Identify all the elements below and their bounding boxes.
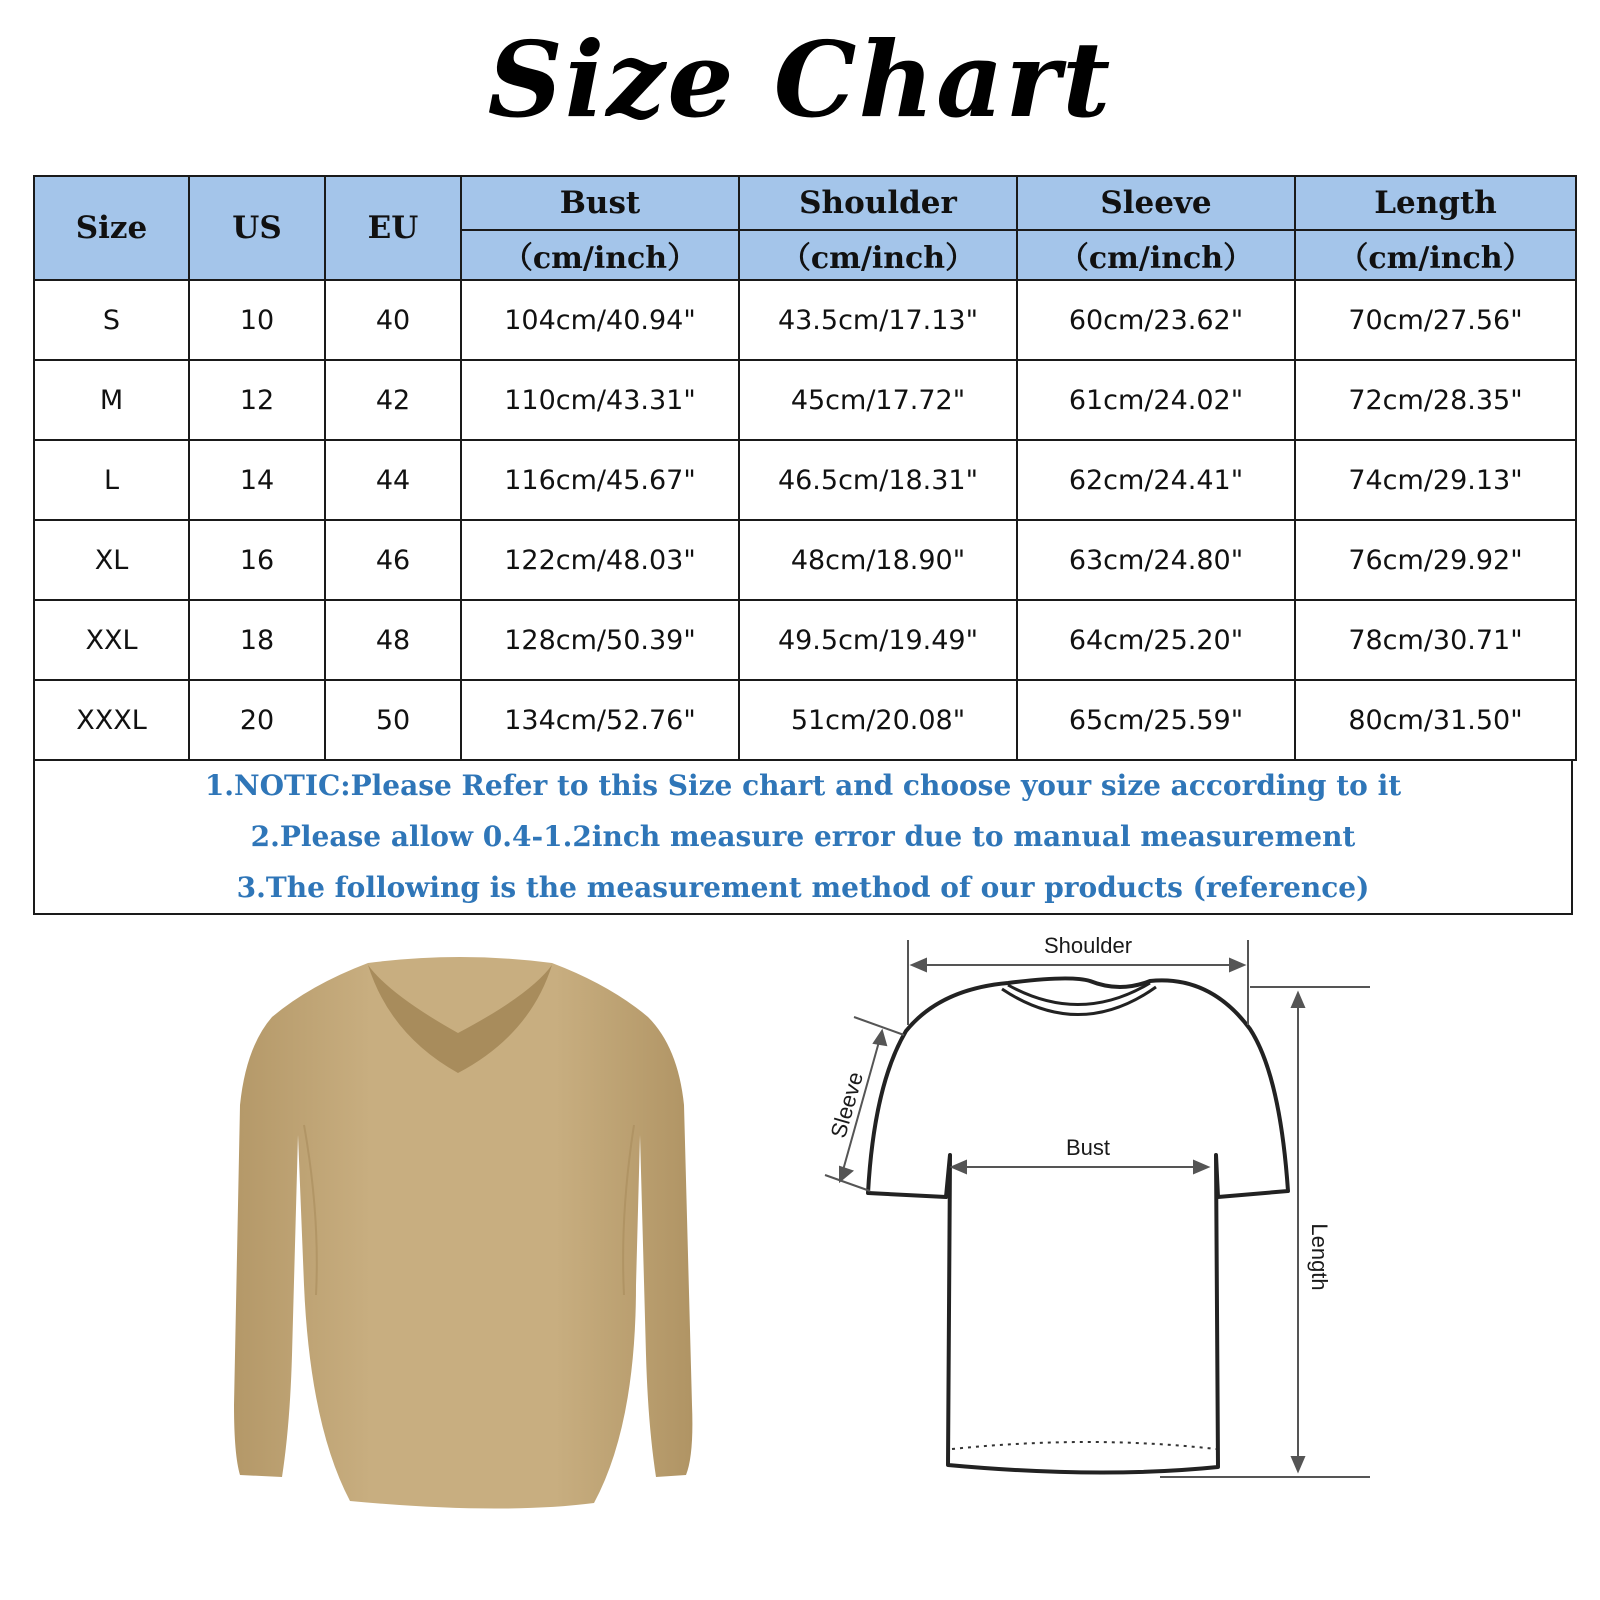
cell-us: 18 (189, 600, 325, 680)
cell-length: 72cm/28.35" (1295, 360, 1576, 440)
cell-size: M (34, 360, 189, 440)
cell-shoulder: 48cm/18.90" (739, 520, 1017, 600)
cell-us: 16 (189, 520, 325, 600)
cell-size: XL (34, 520, 189, 600)
sleeve-label: Sleeve (825, 1069, 869, 1141)
header-shoulder: Shoulder (739, 176, 1017, 230)
header-bust-unit: （cm/inch） (461, 230, 739, 280)
header-bust: Bust (461, 176, 739, 230)
page-title: Size Chart (487, 18, 1113, 141)
header-row (34, 176, 1576, 230)
tshirt-outline (868, 978, 1288, 1472)
cell-size: XXL (34, 600, 189, 680)
length-label: Length (1307, 1223, 1332, 1291)
cell-shoulder: 49.5cm/19.49" (739, 600, 1017, 680)
cell-bust: 116cm/45.67" (461, 440, 739, 520)
table-row (34, 360, 1576, 440)
header-eu: EU (325, 176, 461, 280)
cell-sleeve: 61cm/24.02" (1017, 360, 1295, 440)
measurement-diagram (825, 933, 1410, 1545)
cell-size: XXXL (34, 680, 189, 760)
cell-eu: 44 (325, 440, 461, 520)
note-line: 3.The following is the measurement method of our products (reference) (236, 871, 1370, 904)
cell-length: 76cm/29.92" (1295, 520, 1576, 600)
cell-sleeve: 62cm/24.41" (1017, 440, 1295, 520)
cell-us: 10 (189, 280, 325, 360)
header-length-unit: （cm/inch） (1295, 230, 1576, 280)
cell-bust: 104cm/40.94" (461, 280, 739, 360)
cell-us: 12 (189, 360, 325, 440)
bust-label: Bust (1065, 1135, 1111, 1160)
note-line: 1.NOTIC:Please Refer to this Size chart and choose your size according to it (204, 769, 1402, 802)
cell-us: 14 (189, 440, 325, 520)
cell-eu: 40 (325, 280, 461, 360)
product-shirt-image (200, 955, 720, 1525)
cell-sleeve: 63cm/24.80" (1017, 520, 1295, 600)
cell-size: S (34, 280, 189, 360)
cell-us: 20 (189, 680, 325, 760)
table-row (34, 440, 1576, 520)
header-shoulder-unit: （cm/inch） (739, 230, 1017, 280)
cell-bust: 122cm/48.03" (461, 520, 739, 600)
header-sleeve: Sleeve (1017, 176, 1295, 230)
cell-eu: 48 (325, 600, 461, 680)
header-sleeve-unit: （cm/inch） (1017, 230, 1295, 280)
notes-box (33, 760, 1573, 915)
header-us: US (189, 176, 325, 280)
header-size: Size (34, 176, 189, 280)
cell-length: 78cm/30.71" (1295, 600, 1576, 680)
size-table (33, 175, 1577, 761)
note-line: 2.Please allow 0.4-1.2inch measure error due to manual measurement (250, 820, 1356, 853)
cell-sleeve: 64cm/25.20" (1017, 600, 1295, 680)
cell-eu: 50 (325, 680, 461, 760)
cell-bust: 110cm/43.31" (461, 360, 739, 440)
header-length: Length (1295, 176, 1576, 230)
cell-shoulder: 45cm/17.72" (739, 360, 1017, 440)
cell-shoulder: 46.5cm/18.31" (739, 440, 1017, 520)
cell-length: 80cm/31.50" (1295, 680, 1576, 760)
cell-shoulder: 51cm/20.08" (739, 680, 1017, 760)
cell-sleeve: 60cm/23.62" (1017, 280, 1295, 360)
table-row (34, 680, 1576, 760)
table-row (34, 520, 1576, 600)
cell-shoulder: 43.5cm/17.13" (739, 280, 1017, 360)
table-row (34, 600, 1576, 680)
table-row (34, 280, 1576, 360)
shoulder-label: Shoulder (1043, 933, 1133, 958)
cell-eu: 42 (325, 360, 461, 440)
cell-length: 74cm/29.13" (1295, 440, 1576, 520)
cell-bust: 128cm/50.39" (461, 600, 739, 680)
cell-sleeve: 65cm/25.59" (1017, 680, 1295, 760)
cell-size: L (34, 440, 189, 520)
cell-bust: 134cm/52.76" (461, 680, 739, 760)
cell-eu: 46 (325, 520, 461, 600)
cell-length: 70cm/27.56" (1295, 280, 1576, 360)
